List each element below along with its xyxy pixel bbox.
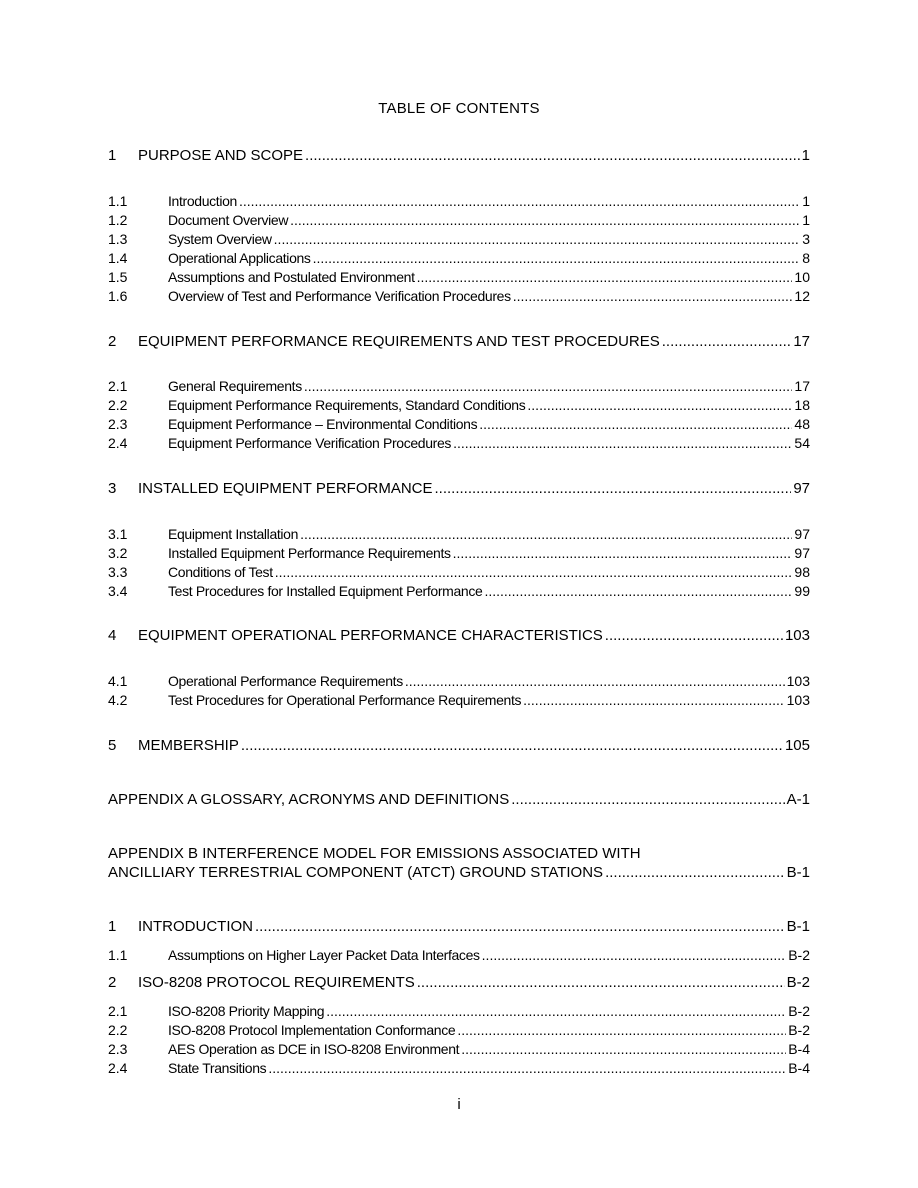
entry-page-number: 1	[801, 147, 810, 164]
entry-number: 2.4	[108, 435, 128, 451]
dot-leader	[484, 582, 792, 600]
entry-number: 2.1	[108, 1003, 128, 1019]
entry-number: 1.4	[108, 250, 128, 266]
entry-title: ISO-8208 PROTOCOL REQUIREMENTS	[138, 974, 415, 991]
entry-number: 1.5	[108, 269, 128, 285]
dot-leader	[268, 1059, 786, 1077]
dot-leader	[275, 563, 793, 581]
toc-subsection-entry[interactable]	[108, 268, 810, 286]
entry-title: Operational Performance Requirements	[168, 673, 403, 689]
page-number: i	[457, 1096, 461, 1113]
entry-number: 2.2	[108, 1022, 128, 1038]
toc-subsection-entry[interactable]	[108, 1059, 810, 1077]
entry-page-number: 12	[794, 288, 810, 304]
entry-title: Equipment Performance – Environmental Conditions	[168, 416, 478, 432]
dot-leader	[255, 918, 785, 936]
entry-title: Equipment Performance Requirements, Standard Conditions	[168, 397, 526, 413]
toc-subsection-entry[interactable]	[108, 396, 810, 414]
entry-number: 3.4	[108, 583, 128, 599]
entry-number: 1.6	[108, 288, 128, 304]
toc-section-entry[interactable]	[108, 737, 810, 755]
entry-page-number: 17	[793, 333, 810, 350]
dot-leader	[313, 249, 801, 267]
entry-page-number: B-4	[788, 1041, 810, 1057]
toc-title: TABLE OF CONTENTS	[378, 100, 540, 117]
entry-title: Equipment Performance Verification Procedures	[168, 435, 452, 451]
dot-leader	[417, 974, 785, 992]
entry-title: APPENDIX A GLOSSARY, ACRONYMS AND DEFINITIONS	[108, 791, 510, 808]
entry-page-number: B-1	[786, 864, 810, 881]
entry-page-number: B-2	[788, 1022, 810, 1038]
entry-number: 2	[108, 333, 117, 350]
entry-title: Overview of Test and Performance Verification Procedures	[168, 288, 511, 304]
entry-title: Operational Applications	[168, 250, 311, 266]
dot-leader	[662, 333, 792, 351]
entry-number: 3.1	[108, 526, 128, 542]
entry-number: 3	[108, 480, 117, 497]
toc-section-entry[interactable]	[108, 627, 810, 645]
toc-section-entry[interactable]	[108, 480, 810, 498]
toc-subsection-entry[interactable]	[108, 691, 810, 709]
dot-leader	[305, 147, 800, 165]
dot-leader	[435, 480, 792, 498]
entry-number: 2.3	[108, 416, 128, 432]
entry-page-number: 99	[794, 583, 810, 599]
entry-page-number: B-2	[786, 974, 810, 991]
toc-subsection-entry[interactable]	[108, 230, 810, 248]
entry-title: INTRODUCTION	[138, 918, 253, 935]
toc-subsection-entry[interactable]	[108, 434, 810, 452]
dot-leader	[239, 192, 800, 210]
entry-number: 2	[108, 974, 117, 991]
toc-subsection-entry[interactable]	[108, 672, 810, 690]
entry-title: ISO-8208 Protocol Implementation Conformance	[168, 1022, 456, 1038]
entry-title: State Transitions	[168, 1060, 267, 1076]
dot-leader	[457, 1021, 786, 1039]
toc-subsection-entry[interactable]	[108, 582, 810, 600]
entry-number: 1.1	[108, 947, 128, 963]
entry-title: Equipment Installation	[168, 526, 299, 542]
entry-title: Test Procedures for Operational Performance Requirements	[168, 692, 522, 708]
dot-leader	[479, 415, 792, 433]
dot-leader	[274, 230, 801, 248]
entry-page-number: B-1	[786, 918, 810, 935]
toc-subsection-entry[interactable]	[108, 287, 810, 305]
toc-appendix-entry[interactable]	[108, 864, 810, 882]
entry-page-number: 97	[793, 480, 810, 497]
entry-page-number: 103	[786, 673, 810, 689]
dot-leader	[461, 1040, 786, 1058]
entry-page-number: A-1	[786, 791, 810, 808]
entry-page-number: 17	[794, 378, 810, 394]
toc-subsection-entry[interactable]	[108, 544, 810, 562]
entry-title: Conditions of Test	[168, 564, 273, 580]
entry-page-number: 103	[786, 692, 810, 708]
entry-number: 4.2	[108, 692, 128, 708]
dot-leader	[527, 396, 792, 414]
entry-page-number: 8	[802, 250, 810, 266]
entry-title: Document Overview	[168, 212, 289, 228]
toc-subsection-entry[interactable]	[108, 1002, 810, 1020]
dot-leader	[511, 791, 784, 809]
toc-subsection-entry[interactable]	[108, 249, 810, 267]
entry-number: 2.4	[108, 1060, 128, 1076]
toc-section-entry[interactable]	[108, 918, 810, 936]
toc-subsection-entry[interactable]	[108, 1021, 810, 1039]
entry-title: Installed Equipment Performance Requirements	[168, 545, 451, 561]
entry-title: PURPOSE AND SCOPE	[138, 147, 304, 164]
entry-page-number: 1	[802, 212, 810, 228]
entry-page-number: 103	[784, 627, 810, 644]
toc-subsection-entry[interactable]	[108, 946, 810, 964]
toc-appendix-entry[interactable]	[108, 791, 810, 809]
entry-number: 2.2	[108, 397, 128, 413]
entry-page-number: 105	[784, 737, 810, 754]
entry-page-number: B-4	[788, 1060, 810, 1076]
entry-number: 1.3	[108, 231, 128, 247]
dot-leader	[482, 946, 787, 964]
entry-number: 3.3	[108, 564, 128, 580]
entry-title: Assumptions on Higher Layer Packet Data Interfaces	[168, 947, 480, 963]
entry-title: System Overview	[168, 231, 272, 247]
entry-page-number: 48	[794, 416, 810, 432]
dot-leader	[605, 627, 783, 645]
entry-title: MEMBERSHIP	[138, 737, 239, 754]
entry-title: General Requirements	[168, 378, 302, 394]
entry-number: 5	[108, 737, 117, 754]
entry-number: 2.1	[108, 378, 128, 394]
dot-leader	[605, 864, 785, 882]
entry-title: ISO-8208 Priority Mapping	[168, 1003, 325, 1019]
dot-leader	[326, 1002, 786, 1020]
toc-section-entry[interactable]	[108, 974, 810, 992]
toc-section-entry[interactable]	[108, 333, 810, 351]
entry-title: Test Procedures for Installed Equipment Performance	[168, 583, 483, 599]
entry-number: 1	[108, 918, 117, 935]
toc-subsection-entry[interactable]	[108, 211, 810, 229]
entry-page-number: B-2	[788, 1003, 810, 1019]
entry-title: INSTALLED EQUIPMENT PERFORMANCE	[138, 480, 433, 497]
entry-number: 1.1	[108, 193, 128, 209]
entry-title: AES Operation as DCE in ISO-8208 Environment	[168, 1041, 460, 1057]
entry-title: Introduction	[168, 193, 237, 209]
entry-page-number: 1	[802, 193, 810, 209]
toc-subsection-entry[interactable]	[108, 377, 810, 395]
entry-number: 4	[108, 627, 117, 644]
dot-leader	[304, 377, 793, 395]
entry-page-number: 98	[794, 564, 810, 580]
entry-page-number: B-2	[788, 947, 810, 963]
dot-leader	[405, 672, 785, 690]
toc-subsection-entry[interactable]	[108, 415, 810, 433]
entry-page-number: 3	[802, 231, 810, 247]
entry-page-number: 54	[794, 435, 810, 451]
entry-number: 4.1	[108, 673, 128, 689]
entry-title: ANCILLIARY TERRESTRIAL COMPONENT (ATCT) GROUND STATIONS	[108, 864, 604, 881]
toc-subsection-entry[interactable]	[108, 1040, 810, 1058]
entry-title: Assumptions and Postulated Environment	[168, 269, 415, 285]
entry-page-number: 10	[794, 269, 810, 285]
appendix-b-heading-line1: APPENDIX B INTERFERENCE MODEL FOR EMISSIONS ASSOCIATED WITH	[108, 845, 641, 862]
toc-subsection-entry[interactable]	[108, 563, 810, 581]
dot-leader	[523, 691, 785, 709]
dot-leader	[513, 287, 793, 305]
dot-leader	[417, 268, 793, 286]
toc-subsection-entry[interactable]	[108, 192, 810, 210]
toc-subsection-entry[interactable]	[108, 525, 810, 543]
dot-leader	[290, 211, 800, 229]
entry-number: 1.2	[108, 212, 128, 228]
dot-leader	[453, 544, 793, 562]
entry-title: EQUIPMENT OPERATIONAL PERFORMANCE CHARACTERISTICS	[138, 627, 603, 644]
entry-number: 3.2	[108, 545, 128, 561]
dot-leader	[453, 434, 792, 452]
entry-number: 2.3	[108, 1041, 128, 1057]
entry-page-number: 97	[794, 545, 810, 561]
entry-page-number: 97	[794, 526, 810, 542]
dot-leader	[300, 525, 792, 543]
entry-title: EQUIPMENT PERFORMANCE REQUIREMENTS AND TEST PROCEDURES	[138, 333, 660, 350]
entry-number: 1	[108, 147, 117, 164]
dot-leader	[241, 737, 783, 755]
toc-section-entry[interactable]	[108, 147, 810, 165]
entry-page-number: 18	[794, 397, 810, 413]
